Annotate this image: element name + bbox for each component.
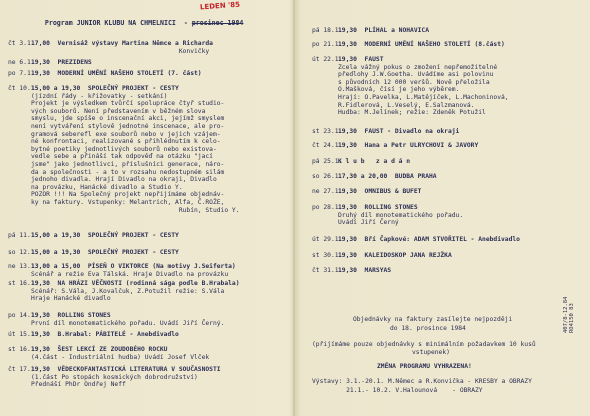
entry-detail-line: bytné poetiky jednotlivých souborů nebo existova-	[31, 145, 217, 153]
entry-detail-line: s původních 12 000 veršů. Nově přeložila	[338, 78, 490, 86]
entry-detail-line: Uvádí Jiří Černý	[338, 219, 399, 227]
entry-headline: 19,30 ROLLING STONES	[31, 312, 111, 319]
entry-date: po 28.1.	[312, 204, 343, 211]
entry-headline: 19,30 ŠEST LEKCÍ ZE ZOUDOBÉHO ROCKU	[31, 346, 168, 353]
entry-headline: 15,00 a 19,30 SPOLEČNÝ PROJEKT - CESTY	[31, 249, 179, 256]
entry-headline: 19,30 KALEIDOSKOP JANA REJŽKA	[338, 252, 452, 259]
entry-headline: 19,30 MODERNÍ UMĚNÍ NAŠEHO STOLETÍ (7. část)	[31, 70, 202, 77]
side-code: 407/8-12.84 RO4150 83	[563, 296, 575, 333]
entry-detail-line: R.Fidlerová, L.Veselý, E.Salzmanová.	[338, 101, 475, 109]
entry-date: čt 17.1.	[8, 366, 39, 373]
entry-headline: 19,30 OMNIBUS & BUFET	[338, 188, 422, 195]
entry-headline: 19,30 B.Hrabal: PÁBITELÉ - Anebdivadlo	[31, 331, 179, 338]
entry-date: st 16.1.	[8, 346, 39, 353]
page-fold	[293, 0, 295, 416]
entry-date: so 12.1.	[8, 249, 39, 256]
entry-headline: 19,30 Bří Čapkové: ADAM STVOŘITEL - Anebdivadlo	[338, 236, 520, 243]
orders-line-3: (přijímáme pouze objednávky s minimálním požadavkem 10 kusů	[312, 341, 536, 348]
entry-detail-line: jednoho divadla. Hrají Divadlo na okraji, Divadlo	[31, 176, 217, 184]
entry-detail-line: da a společnosti - a to v rozsahu nedostupném silám	[31, 168, 225, 176]
entry-detail-line: (1.část Po stopách kosmických dobrodružství)	[31, 373, 198, 381]
handwritten-correction: LEDEN '85	[199, 0, 241, 12]
entry-detail-line: předlohy J.W.Goetha. Uvádíme asi polovinu	[338, 71, 494, 79]
entry-date: po 14.1.	[8, 312, 39, 319]
entry-detail-line: vedle sebe a přináší tak odpověď na otázku "jací	[31, 153, 213, 161]
entry-date: čt 3.1.	[8, 40, 35, 47]
exhibitions-line-1: Výstavy: 3.1.-20.1. M.Němec a R.Konvička - KRESBY a OBRAZY	[312, 378, 532, 385]
entry-detail-line: Scénář a režie Eva Tálská. Hraje Divadlo na provázku	[31, 270, 229, 278]
entry-date: st 16.1.	[8, 280, 39, 287]
entry-detail-line: jsme" jako jednotlivci, příslušníci generace, náro-	[31, 161, 225, 168]
entry-date: so 26.1.	[312, 173, 343, 180]
entry-detail-line: (4.část - Industriální hudba) Uvádí Josef Vlček	[31, 353, 210, 361]
entry-date: čt 10.1.	[8, 85, 39, 92]
entry-detail-line: není vytváření stylově jednotné inscenace, ale pro-	[31, 123, 225, 130]
entry-detail-line: POZOR !!! Na Společný projekt nepřijímáme objednáv-	[31, 191, 225, 199]
entry-detail-line: Hudba: M.Jelínek; režie: Zdeněk Potužil	[338, 109, 486, 117]
entry-detail-line: Druhý díl monotematického pořadu.	[338, 211, 464, 219]
entry-detail-line: Hraje Hanácké divadlo	[31, 295, 111, 303]
entry-detail-line: První díl monotematického pořadu. Uvádí Jiří Černý.	[31, 319, 225, 327]
entry-detail-line: Scénář: S.Vála, J.Kovalčuk, Z.Potužil režie: S.Vála	[31, 287, 225, 295]
entry-date: út 29.1.	[312, 236, 343, 243]
entry-detail-line: Přednáší PhDr Ondřej Neff	[31, 381, 126, 389]
entry-detail-line: Rubín, Studio Y.	[31, 206, 240, 214]
entry-date: pá 11.1.	[8, 232, 39, 239]
entry-detail-line: ky na faktury. Vstupenky: Melantrich, Alfa, Č.ROŽE,	[31, 199, 225, 206]
entry-detail-line: Zcela vážný pokus o zmožení nepřemožitelné	[338, 63, 498, 71]
entry-date: út 22.1.	[312, 56, 343, 63]
entry-headline: 15,00 a 19,30 SPOLEČNÝ PROJEKT - CESTY	[31, 85, 179, 92]
orders-line-4: vstupenek)	[412, 349, 450, 356]
entry-date: út 15.1.	[8, 331, 39, 338]
entry-headline: 19,30 VĚDECKOFANTASTICKÁ LITERATURA V SOUČASNOSTI	[31, 366, 221, 373]
entry-headline: 19,30 PREZIDENS	[31, 59, 92, 66]
entry-headline: 17,00 Vernisáž výstavy Martina Němce a Richarda	[31, 40, 213, 47]
orders-line-1: Objednávky na faktury zasílejte nejpozději	[353, 316, 513, 323]
entry-detail-line: Hrají: O.Pavelka, L.Matějíček, L.Machoninová,	[338, 94, 509, 101]
entry-detail-line: Konvičky	[31, 47, 210, 55]
entry-headline: K l u b z a d á n	[338, 158, 411, 165]
title-struck-date: prosinec 1984	[191, 19, 244, 27]
entry-date: čt 24.1.	[312, 142, 343, 149]
orders-line-2: do 18. prosince 1984	[390, 325, 466, 332]
entry-date: po 21.1.	[312, 41, 343, 48]
entry-date: po 7.1.	[8, 70, 35, 77]
entry-headline: 19,30 FAUST	[338, 56, 384, 63]
title-prefix: Program JUNIOR KLUBU NA CHMELNICI -	[44, 19, 192, 27]
entry-date: st 30.1.	[312, 252, 343, 259]
entry-detail-line: O.Mašková, čísí je jeho výběrem.	[338, 86, 460, 94]
entry-date: pá 25.1.	[312, 158, 343, 165]
entry-detail-line: smyslu, jde spíše o inscenační akci, jejímž smyslem	[31, 115, 225, 123]
entry-detail-line: gramová seberefl exe souborů nebo v jejich vzájem-	[31, 130, 221, 138]
entry-headline: 19,30 Hana a Petr ULRYCHOVI & JAVORY	[338, 142, 479, 149]
program-title	[29, 13, 243, 34]
program-change-note: ZMĚNA PROGRAMU VYHRAZENA!	[377, 363, 472, 370]
entry-detail-line: (jízdní řády - křižovatky - setkání)	[31, 92, 168, 100]
entry-date: ne 13.1.	[8, 263, 39, 270]
entry-headline: 19,30 MODERNÍ UMĚNÍ NAŠEHO STOLETÍ (8.část)	[338, 41, 505, 48]
entry-headline: 19,30 FAUST - Divadlo na okraji	[338, 128, 460, 135]
entry-detail-line: vých souborů. Není představením v běžném slova	[31, 107, 206, 115]
entry-headline: 19,30 NA HRÁZI VĚČNOSTI (rodinná sága podle B.Hrabala)	[31, 280, 240, 287]
entry-detail-line: né konfrontaci, realizované s přihlédnutím k celo-	[31, 138, 221, 146]
entry-detail-line: Projekt je výsledkem tvůrčí spolupráce čtyř studio-	[31, 100, 225, 108]
entry-date: st 23.1.	[312, 128, 343, 135]
exhibitions-line-2: 21.1.- 10.2. V.Halounová - OBRAZY	[312, 387, 483, 394]
entry-headline: 15,00 a 19,30 SPOLEČNÝ PROJEKT - CESTY	[31, 232, 179, 239]
entry-headline: 19,30 PLÍHAL a NOHAVICA	[338, 27, 429, 34]
entry-headline: 19,30 MARSYAS	[338, 267, 392, 274]
entry-date: ne 6.1.	[8, 59, 35, 66]
entry-headline: 19,30 ROLLING STONES	[338, 204, 418, 211]
entry-date: čt 31.1.	[312, 267, 343, 274]
entry-date: pá 18.1.	[312, 27, 343, 34]
entry-headline: 17,30 a 20,00 BUDBA PRAHA	[338, 173, 437, 180]
entry-headline: 13,00 a 15,00 PÍSEŇ O VIKTORCE (Na motivy J.Seiferta)	[31, 263, 236, 270]
entry-date: ne 27.1.	[312, 188, 343, 195]
entry-detail-line: na provázku, Hanácké divadlo a Studio Y.	[31, 183, 183, 191]
